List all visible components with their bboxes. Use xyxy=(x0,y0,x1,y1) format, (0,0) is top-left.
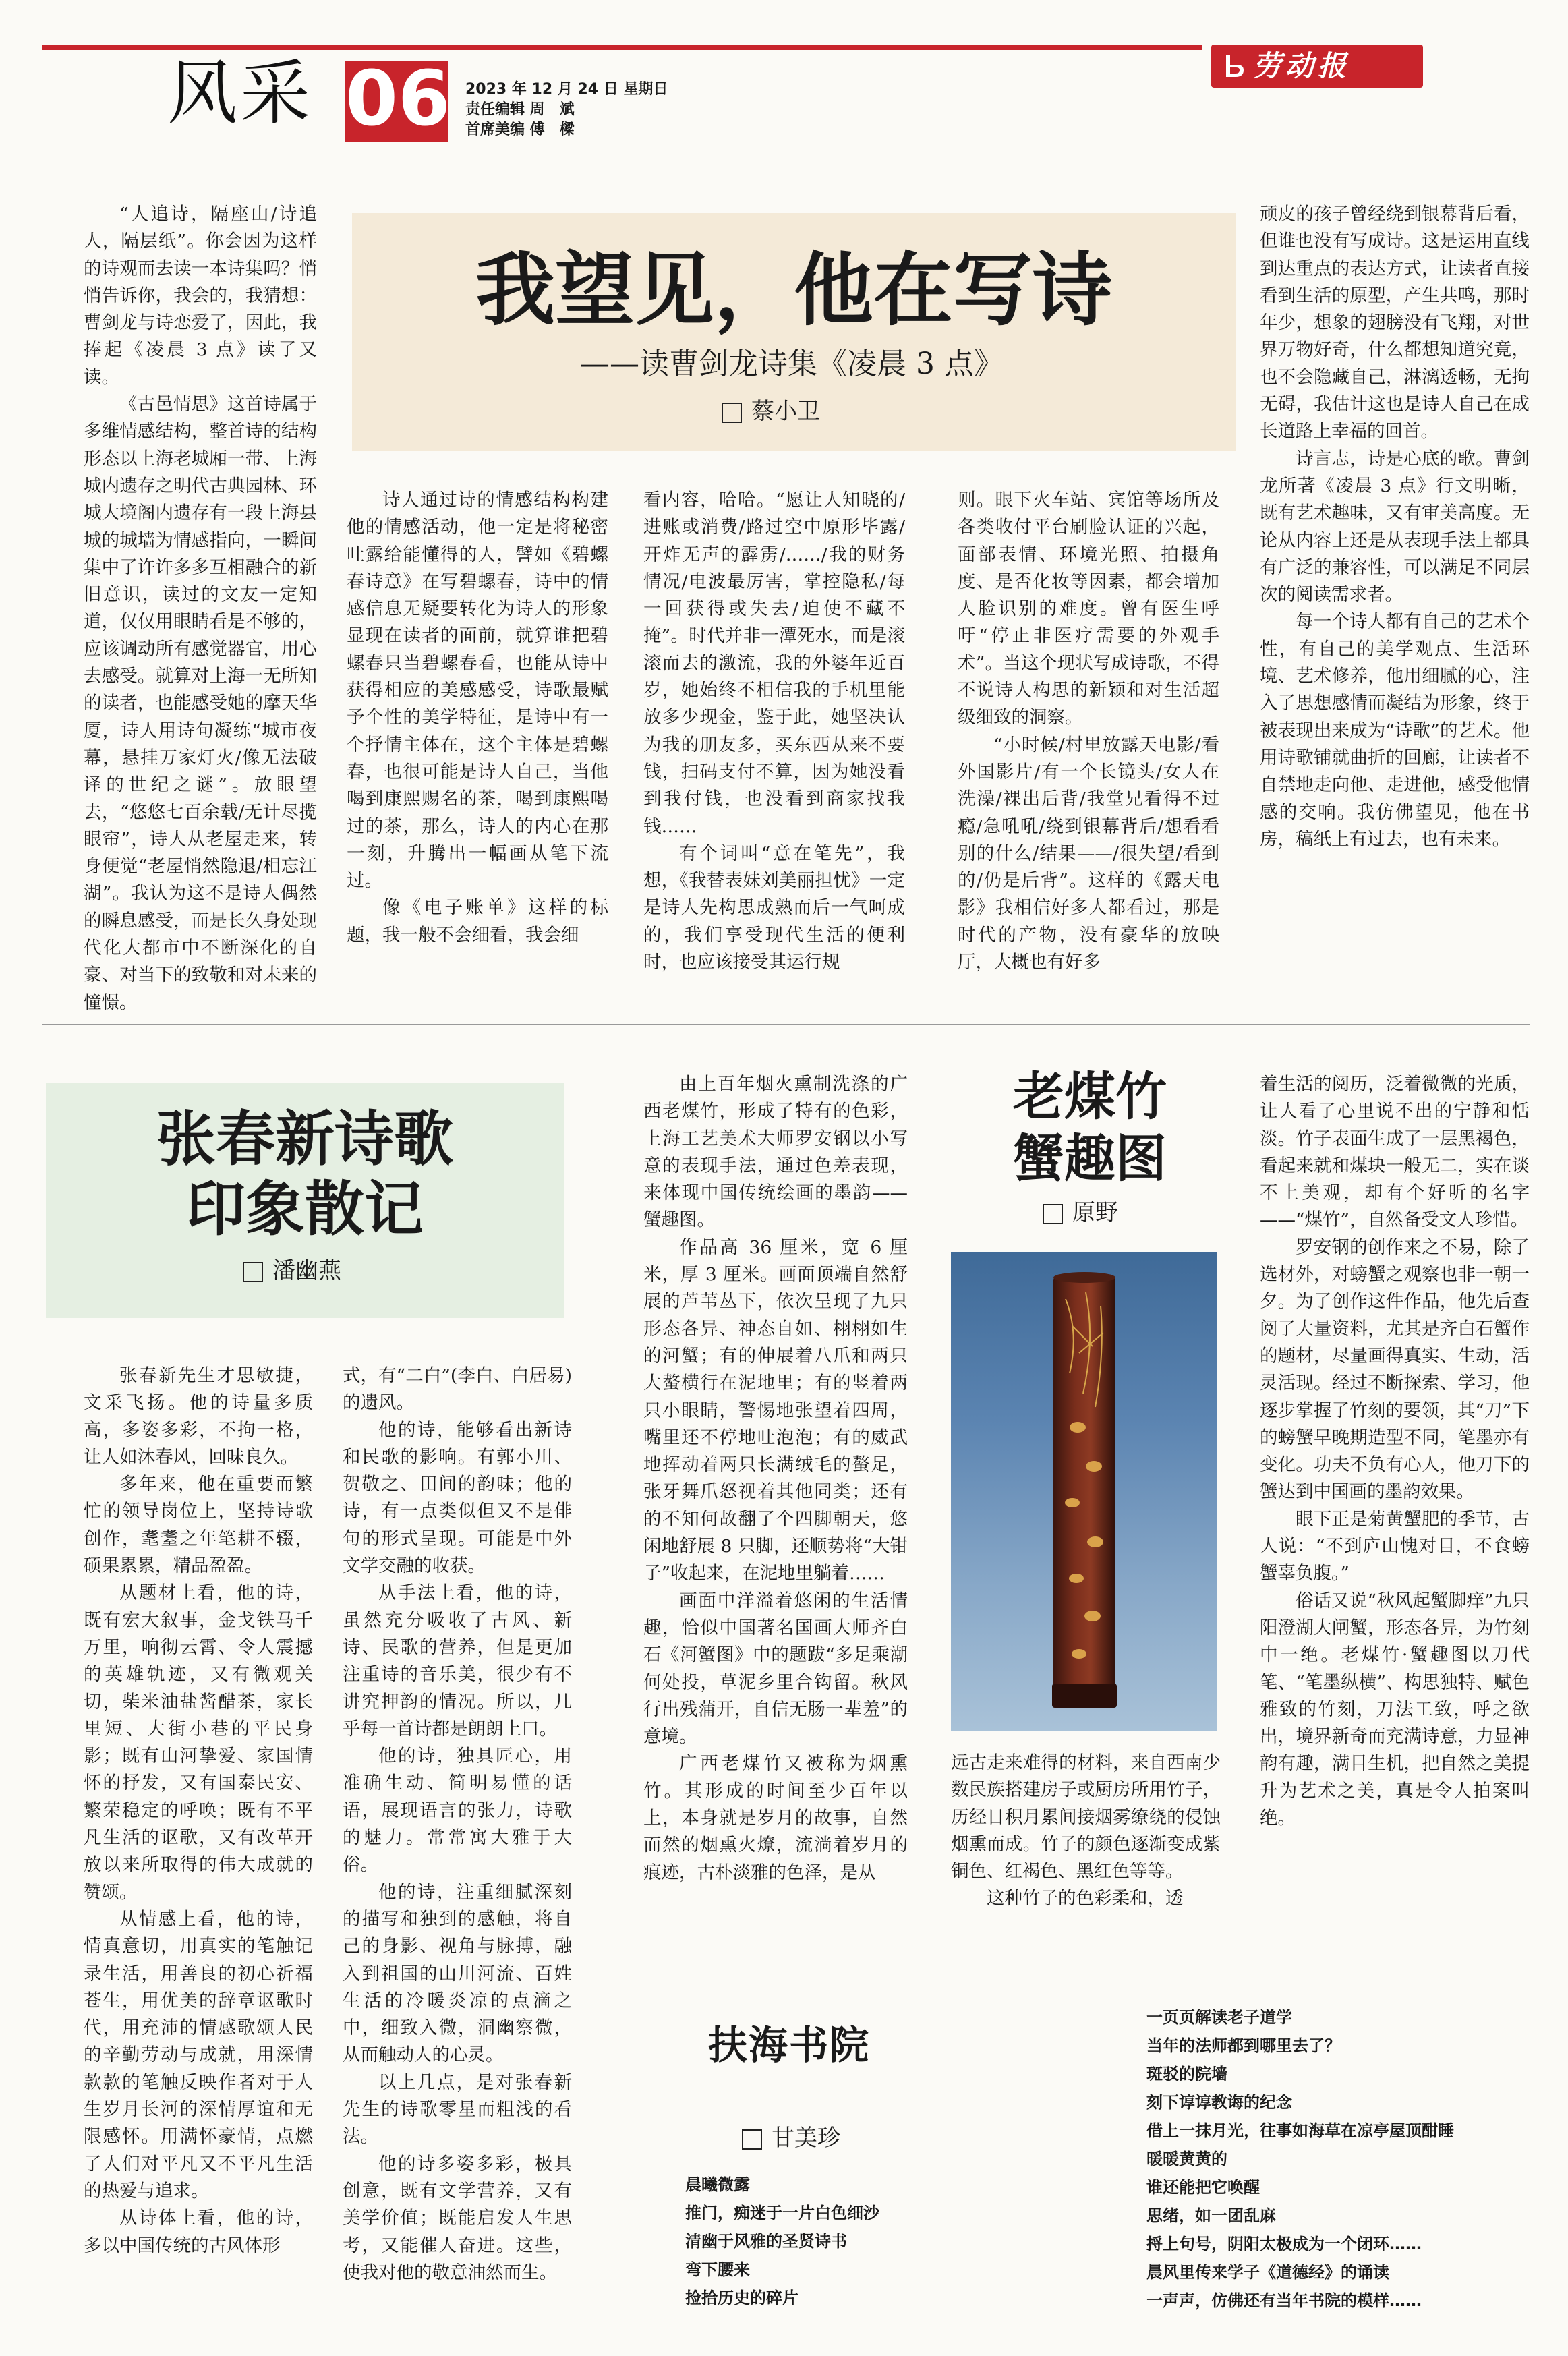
byline-box-icon xyxy=(722,403,742,423)
poem-line: 捋上句号，阴阳太极成为一个闭环…… xyxy=(1146,2235,1422,2253)
article1-author: 蔡小卫 xyxy=(751,398,820,425)
paragraph: 顽皮的孩子曾经绕到银幕背后看，但谁也没有写成诗。这是运用直线到达重点的表达方式，让读者直接看到生活的原型，产生共鸣，那时年少，想象的翅膀没有飞翔，对世界万物好奇，什么都想知道究竟，也不会隐藏自己，淋漓透畅，无拘无碍，我估计这也是诗人自己在成长道路上幸福的回首。 xyxy=(1260,204,1530,442)
paragraph: 有个词叫“意在笔先”，我想，《我替表妹刘美丽担忧》一定是诗人先构思成熟而后一气呵成的，我们享受现代生活的便利时，也应该接受其运行规 xyxy=(643,842,905,973)
article3-column-3 xyxy=(1260,1071,1530,1832)
bamboo-carving-photo xyxy=(951,1252,1217,1731)
article1-column-3 xyxy=(643,487,905,976)
paragraph: 从诗体上看，他的诗，多以中国传统的古风体形 xyxy=(84,2208,313,2256)
paragraph: 俗话又说“秋风起蟹脚痒”九只阳澄湖大闸蟹，形态各异，为竹刻中一绝。老煤竹·蟹趣图以刀代笔、“笔墨纵横”、构思独特、赋色雅致的竹刻，刀法工致，呼之欲出，境界新奇而充满诗意，力显神韵有趣，满目生机，把自然之美提升为艺术之美，真是令人拍案叫绝。 xyxy=(1260,1590,1530,1829)
article2-title-line2: 印象散记 xyxy=(185,1174,424,1244)
paragraph: 《古邑情思》这首诗属于多维情感结构，整首诗的结构形态以上海老城厢一带、上海城内遗存之明代古典园林、环城大境阁内遗存有一段上海县城的城墙为情感指向，一瞬间集中了许许多多互相融合的新旧意识，读过的文友一定知道，仅仅用眼睛看是不够的，应该调动所有感觉器官，用心去感受。就算对上海一无所知的读者，也能感受她的摩天华厦，诗人用诗句凝练“城市夜幕，悬挂万家灯火/像无法破译的世纪之谜”。放眼望去，“悠悠七百余载/无计尽揽眼帘”，诗人从老屋走来，转身便觉“老屋悄然隐退/相忘江湖”。我认为这不是诗人偶然的瞬息感受，而是长久身处现代化大都市中不断深化的自豪、对当下的致敬和对未来的憧憬。 xyxy=(84,394,317,1013)
editor-credit: 责任编辑 周 斌 xyxy=(465,101,575,118)
paragraph: 则。眼下火车站、宾馆等场所及各类收付平台刷脸认证的兴起，面部表情、环境光照、拍摄角度、是否化妆等因素，都会增加人脸识别的难度。曾有医生呼吁“停止非医疗需要的外观手术”。当这个现状写成诗歌，不得不说诗人构思的新颖和对生活超级细致的洞察。 xyxy=(958,490,1219,728)
article2-byline xyxy=(243,1256,341,1286)
article1-column-4 xyxy=(958,487,1219,976)
paragraph: 看内容，哈哈。“愿让人知晓的/进账或消费/路过空中原形毕露/开炸无声的霹雳/……/我的财务情况/电波最厉害，掌控隐私/每一回获得或失去/迫使不藏不掩”。时代并非一潭死水，而是滚滚而去的激流，我的外婆年近百岁，她始终不相信我的手机里能放多少现金，鉴于此，她坚决认为我的朋友多，买东西从来不要钱，扫码支付不算，因为她没看到我付钱，也没看到商家找我钱…… xyxy=(643,490,905,837)
paragraph: 张春新先生才思敏捷，文采飞扬。他的诗量多质高，多姿多彩，不拘一格，让人如沐春风，回味良久。 xyxy=(84,1365,313,1468)
paragraph: 眼下正是菊黄蟹肥的季节，古人说：“不到庐山愧对目，不食螃蟹辜负腹。” xyxy=(1260,1508,1530,1584)
article1-column-2 xyxy=(347,487,608,949)
byline-box-icon xyxy=(742,2129,762,2150)
poem-line: 清幽于风雅的圣贤诗书 xyxy=(685,2232,847,2251)
poem-line: 晨风里传来学子《道德经》的诵读 xyxy=(1146,2263,1389,2282)
paragraph: 他的诗，独具匠心，用准确生动、简明易懂的话语，展现语言的张力，诗歌的魅力。常常寓大雅于大俗。 xyxy=(343,1746,572,1876)
header-top-rule xyxy=(42,45,1202,50)
poem-line: 谁还能把它唤醒 xyxy=(1146,2178,1260,2197)
poem-line: 推门，痴迷于一片白色细沙 xyxy=(685,2204,879,2222)
paragraph: 诗言志，诗是心底的歌。曹剑龙所著《凌晨 3 点》行文明晰，既有艺术趣味，又有审美高度。无论从内容上还是从表现手法上都具有广泛的兼容性，可以满足不同层次的阅读需求者。 xyxy=(1260,448,1530,606)
poem-line: 捡拾历史的碎片 xyxy=(685,2289,798,2307)
article3-title-line2: 蟹趣图 xyxy=(1013,1128,1167,1188)
masthead-logo xyxy=(1211,45,1423,88)
masthead-logo-icon xyxy=(1221,53,1248,80)
article3-title-line1: 老煤竹 xyxy=(1013,1066,1167,1126)
poem-line: 斑驳的院墙 xyxy=(1146,2065,1227,2084)
paragraph: 这种竹子的色彩柔和，透 xyxy=(987,1888,1184,1909)
article4-byline xyxy=(742,2123,840,2153)
paragraph: 他的诗，注重细腻深刻的描写和独到的感触，将自己的身影、视角与脉搏，融入到祖国的山川河流、百姓生活的冷暖炎凉的点滴之中，细致入微，洞幽察微，从而触动人的心灵。 xyxy=(343,1881,572,2066)
article3-column-1 xyxy=(643,1071,908,1887)
masthead-logo-text: 劳动报 xyxy=(1253,49,1351,82)
paragraph: “人追诗，隔座山/诗追人，隔层纸”。你会因为这样的诗观而去读一本诗集吗？悄悄告诉你，我会的，我猜想：曹剑龙与诗恋爱了，因此，我捧起《凌晨 3 点》读了又读。 xyxy=(84,204,317,388)
poem-line: 借上一抹月光，往事如海草在凉亭屋顶酣睡 xyxy=(1146,2121,1454,2140)
byline-box-icon xyxy=(1043,1204,1063,1224)
paragraph: 式，有“二白”(李白、白居易)的遗风。 xyxy=(343,1365,572,1414)
article3-author: 原野 xyxy=(1072,1199,1118,1226)
paragraph: 着生活的阅历，泛着微微的光质，让人看了心里说不出的宁静和恬淡。竹子表面生成了一层黑褐色，看起来就和煤块一般无二，实在谈不上美观，却有个好听的名字——“煤竹”，自然备受文人珍惜。 xyxy=(1260,1074,1530,1231)
article4-title: 扶海书院 xyxy=(708,2022,871,2068)
poem-right-column xyxy=(1146,2003,1454,2315)
article3-column-2 xyxy=(951,1750,1221,1913)
paragraph: 像《电子账单》这样的标题，我一般不会细看，我会细 xyxy=(347,897,608,946)
paragraph: 画面中洋溢着悠闲的生活情趣，恰似中国著名国画大师齐白石《河蟹图》中的题跋“多足乘潮何处投，草泥乡里合钩留。秋风行出残蒲开，自信无肠一辈羞”的意境。 xyxy=(643,1590,908,1748)
byline-box-icon xyxy=(243,1262,263,1282)
paragraph: 罗安钢的创作来之不易，除了选材外，对螃蟹之观察也非一朝一夕。为了创作这件作品，他先后查阅了大量资料，尤其是齐白石蟹作的题材，尽量画得真实、生动，活灵活现。经过不断探索、学习，他逐步掌握了竹刻的要领，其“刀”下的螃蟹早晚期造型不同，笔墨亦有变化。功夫不负有心人，他刀下的蟹达到中国画的墨韵效果。 xyxy=(1260,1236,1530,1503)
paragraph: 他的诗，能够看出新诗和民歌的影响。有郭小川、贺敬之、田间的韵味；他的诗，有一点类似但又不是俳句的形式呈现。可能是中外文学交融的收获。 xyxy=(343,1419,572,1577)
article2-column-2 xyxy=(343,1362,572,2287)
poem-left-column xyxy=(685,2171,879,2312)
section-title: 风采 xyxy=(167,52,314,134)
article1-byline xyxy=(722,397,820,426)
paragraph: 由上百年烟火熏制洗涤的广西老煤竹，形成了特有的色彩，上海工艺美术大师罗安钢以小写意的表现手法，通过色差表现，来体现中国传统绘画的墨韵——蟹趣图。 xyxy=(643,1074,908,1231)
paragraph: 多年来，他在重要而繁忙的领导岗位上，坚持诗歌创作，耄耋之年笔耕不辍，硕果累累，精品盈盈。 xyxy=(84,1474,313,1577)
article1-title: 我望见，他在写诗 xyxy=(475,243,1112,337)
article2-column-1 xyxy=(84,1362,313,2260)
paragraph: 从手法上看，他的诗，虽然充分吸收了古风、新诗、民歌的营养，但是更加注重诗的音乐美，很少有不讲究押韵的情况。所以，几乎每一首诗都是朗朗上口。 xyxy=(343,1582,572,1740)
paragraph: 每一个诗人都有自己的艺术个性，有自己的美学观点、生活环境、艺术修养，他用细腻的心，注入了思想感情而凝结为形象，终于被表现出来成为“诗歌”的艺术。他用诗歌铺就曲折的回廊，让读者不自禁地走向他、走进他，感受他情感的交响。我仿佛望见，他在书房，稿纸上有过去，也有未来。 xyxy=(1260,611,1530,850)
bamboo-carving-icon xyxy=(951,1252,1217,1731)
paragraph: “小时候/村里放露天电影/看外国影片/有一个长镜头/女人在洗澡/裸出后背/我堂兄看得不过瘾/急吼吼/绕到银幕背后/想看看别的什么/结果——/很失望/看到的/仍是后背”。这样的《露天电影》我相信好多人都看过，那是时代的产物，没有豪华的放映厅，大概也有好多 xyxy=(958,734,1219,973)
poem-line: 一页页解读老子道学 xyxy=(1146,2008,1292,2027)
poem-line: 思绪，如一团乱麻 xyxy=(1146,2206,1276,2225)
article2-author: 潘幽燕 xyxy=(272,1257,341,1284)
article1-column-5 xyxy=(1260,201,1530,853)
paragraph: 以上几点，是对张春新先生的诗歌零星而粗浅的看法。 xyxy=(343,2071,572,2148)
poem-line: 一声声，仿佛还有当年书院的模样…… xyxy=(1146,2291,1422,2310)
paragraph: 从题材上看，他的诗，既有宏大叙事，金戈铁马千万里，响彻云霄、令人震撼的英雄轨迹，又有微观关切，柴米油盐酱醋茶，家长里短、大街小巷的平民身影；既有山河挚爱、家国情怀的抒发，又有国泰民安、繁荣稳定的呼唤；既有不平凡生活的讴歌，又有改革开放以来所取得的伟大成就的赞颂。 xyxy=(84,1582,313,1903)
paragraph: 诗人通过诗的情感结构构建他的情感活动，他一定是将秘密吐露给能懂得的人，譬如《碧螺春诗意》在写碧螺春，诗中的情感信息无疑要转化为诗人的形象显现在读者的面前，就算谁把碧螺春只当碧螺春看，也能从诗中获得相应的美感感受，诗歌最赋予个性的美学特征，是诗中有一个抒情主体在，这个主体是碧螺春，也很可能是诗人自己，当他喝到康熙赐名的茶，喝到康熙喝过的茶，那么，诗人的内心在那一刻，升腾出一幅画从笔下流过。 xyxy=(347,490,608,892)
article3-byline xyxy=(1043,1198,1118,1228)
article1-column-1 xyxy=(84,201,317,1016)
designer-credit: 首席美编 傅 樑 xyxy=(465,121,575,138)
poem-line: 当年的法师都到哪里去了？ xyxy=(1146,2036,1341,2055)
poem-line: 刻下谆谆教诲的纪念 xyxy=(1146,2093,1292,2112)
paragraph: 作品高 36 厘米，宽 6 厘米，厚 3 厘米。画面顶端自然舒展的芦苇丛下，依次呈现了九只形态各异、神态自如、栩栩如生的河蟹；有的伸展着八爪和两只大螯横行在泥地里；有的竖着两只小眼睛，警惕地张望着四周，嘴里还不停地吐泡泡；有的威武地挥动着两只长满绒毛的螯足，张牙舞爪怒视着其他同类；还有的不知何故翻了个四脚朝天，悠闲地舒展 8 只脚，还顺势将“大钳子”收起来，在泥地里躺着…… xyxy=(643,1236,908,1584)
paragraph: 广西老煤竹又被称为烟熏竹。其形成的时间至少百年以上，本身就是岁月的故事，自然而然的烟熏火燎，流淌着岁月的痕迹，古朴淡雅的色泽，是从 xyxy=(643,1753,908,1883)
paragraph: 远古走来难得的材料，来自西南少数民族搭建房子或厨房所用竹子，历经日积月累间接烟雾缭绕的侵蚀烟熏而成。竹子的颜色逐渐变成紫铜色、红褐色、黑红色等等。 xyxy=(951,1752,1221,1883)
article4-author: 甘美珍 xyxy=(772,2125,840,2152)
poem-line: 暖暖黄黄的 xyxy=(1146,2150,1227,2168)
paragraph: 他的诗多姿多彩，极具创意，既有文学营养，又有美学价值；既能启发人生思考，又能催人奋进。这些，使我对他的敬意油然而生。 xyxy=(343,2153,572,2283)
poem-line: 弯下腰来 xyxy=(685,2260,750,2279)
section-divider xyxy=(42,1024,1530,1025)
paragraph: 从情感上看，他的诗，情真意切，用真实的笔触记录生活，用善良的初心祈福苍生，用优美的辞章讴歌时代，用充沛的情感歌颂人民的辛勤劳动与成就，用深情款款的笔触反映作者对于人生岁月长河的深情厚谊和无限感怀。用满怀豪情，点燃了人们对平凡又不平凡生活的热爱与追求。 xyxy=(84,1908,313,2202)
article1-subtitle: ——读曹剑龙诗集《凌晨 3 点》 xyxy=(580,347,1004,381)
page-number: 06 xyxy=(345,55,451,143)
poem-line: 晨曦微露 xyxy=(685,2175,750,2194)
article2-title-line1: 张春新诗歌 xyxy=(156,1103,453,1174)
issue-date: 2023 年 12 月 24 日 星期日 xyxy=(465,81,668,98)
